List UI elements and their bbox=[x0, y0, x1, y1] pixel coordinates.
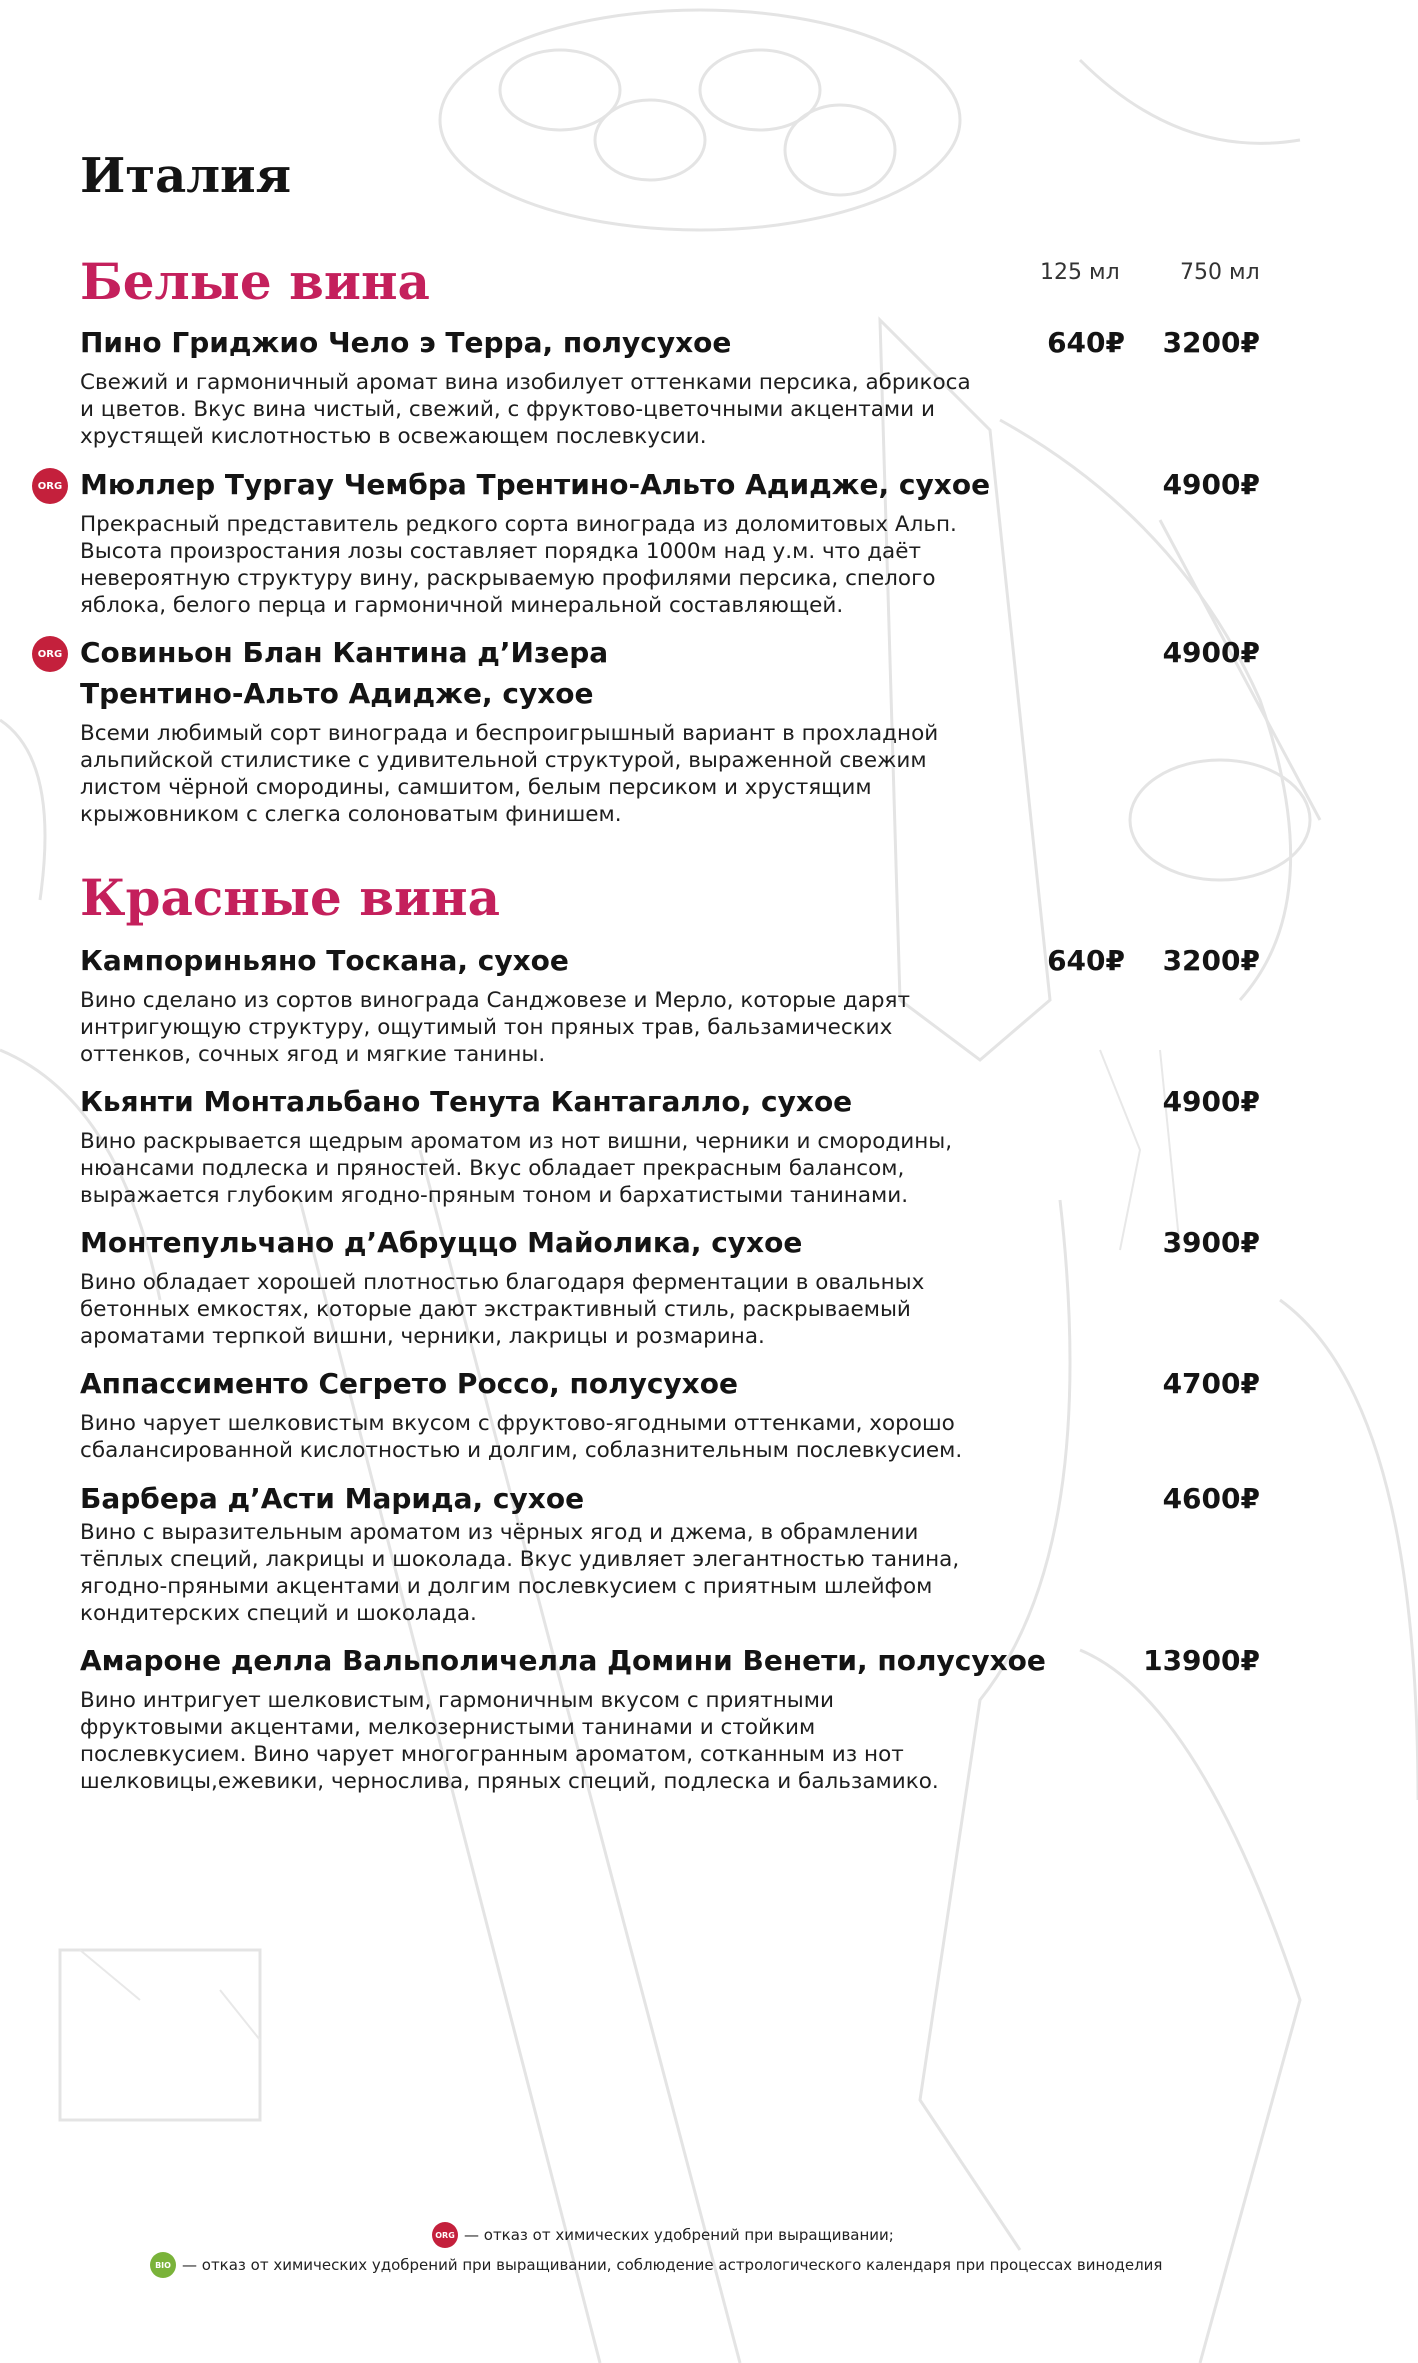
wine-name: Мюллер Тургау Чембра Трентино-Альто Адидже, сухое bbox=[80, 468, 991, 501]
legend-org-row bbox=[432, 2222, 894, 2248]
wine-item bbox=[37, 632, 1260, 828]
wine-name: Кьянти Монтальбано Тенута Кантагалло, сухое bbox=[80, 1085, 853, 1118]
wine-description: Всеми любимый сорт винограда и беспроигрышный вариант в прохладной альпийской стилистике с удивительной структурой, выраженной свежим листом чёрной смородины, самшитом, белым персиком и хрустящим крыжовником с слегка солоноватым финишем. bbox=[80, 721, 939, 827]
price-750ml: 4900₽ bbox=[1162, 636, 1260, 669]
wine-description: Вино интригует шелковистым, гармоничным вкусом с приятными фруктовыми акцентами, мелкозернистыми танинами и стойким послевкусием. Вино чарует многогранным ароматом, сотканным из нот шелковицы,ежевики, чернослива, пряных специй, подлеска и бальзамико. bbox=[80, 1688, 939, 1794]
wine-item bbox=[80, 940, 1260, 1068]
price-750ml: 3900₽ bbox=[1162, 1226, 1260, 1259]
red-wines-heading: Красные вина bbox=[80, 868, 501, 927]
wine-item bbox=[80, 1363, 1260, 1464]
wine-name: Монтепульчано д’Абруццо Майолика, сухое bbox=[80, 1226, 803, 1259]
wine-item bbox=[80, 322, 1260, 450]
org-badge-icon: ORG bbox=[432, 2222, 458, 2248]
price-750ml: 4900₽ bbox=[1162, 468, 1260, 501]
org-badge-icon: ORG bbox=[32, 468, 68, 504]
price-125ml: 640₽ bbox=[1047, 326, 1125, 359]
wine-name-line2: Трентино-Альто Адидже, сухое bbox=[80, 677, 594, 710]
column-125ml: 125 мл bbox=[1040, 260, 1120, 285]
wine-description: Прекрасный представитель редкого сорта винограда из доломитовых Альп. Высота произростания лозы составляет порядка 1000м над у.м. что даёт невероятную структуру вину, раскрываемую профилями персика, спелого яблока, белого перца и гармоничной минеральной составляющей. bbox=[80, 512, 957, 618]
wine-name: Амароне делла Вальполичелла Домини Венети, полусухое bbox=[80, 1644, 1046, 1677]
wine-name: Кампориньяно Тоскана, сухое bbox=[80, 944, 569, 977]
column-750ml: 750 мл bbox=[1180, 260, 1260, 285]
wine-name: Барбера д’Асти Марида, сухое bbox=[80, 1482, 585, 1515]
price-750ml: 4600₽ bbox=[1162, 1482, 1260, 1515]
country-heading: Италия bbox=[80, 148, 292, 204]
price-750ml: 4900₽ bbox=[1162, 1085, 1260, 1118]
price-750ml: 3200₽ bbox=[1162, 944, 1260, 977]
wine-item bbox=[80, 1478, 1260, 1627]
wine-item bbox=[37, 464, 1260, 619]
wine-name: Пино Гриджио Чело э Терра, полусухое bbox=[80, 326, 732, 359]
legend-bio-row bbox=[150, 2252, 1162, 2278]
wine-item bbox=[80, 1081, 1260, 1209]
price-750ml: 4700₽ bbox=[1162, 1367, 1260, 1400]
org-badge-icon: ORG bbox=[32, 636, 68, 672]
wine-item bbox=[80, 1640, 1260, 1795]
wine-description: Вино сделано из сортов винограда Санджовезе и Мерло, которые дарят интригующую структуру, ощутимый тон пряных трав, бальзамических оттенков, сочных ягод и мягкие танины. bbox=[80, 988, 911, 1067]
legend-org-text: — отказ от химических удобрений при выращивании; bbox=[464, 2226, 894, 2244]
price-750ml: 3200₽ bbox=[1162, 326, 1260, 359]
price-125ml: 640₽ bbox=[1047, 944, 1125, 977]
wine-description: Вино чарует шелковистым вкусом с фруктово-ягодными оттенками, хорошо сбалансированной кислотностью и долгим, соблазнительным послевкусием. bbox=[80, 1411, 963, 1463]
wine-description: Свежий и гармоничный аромат вина изобилует оттенками персика, абрикоса и цветов. Вкус вина чистый, свежий, с фруктово-цветочными акцентами и хрустящей кислотностью в освежающем послевкусии. bbox=[80, 370, 971, 449]
wine-name: Совиньон Блан Кантина д’Изера bbox=[80, 636, 609, 669]
bio-badge-icon: BIO bbox=[150, 2252, 176, 2278]
wine-description: Вино раскрывается щедрым ароматом из нот вишни, черники и смородины, нюансами подлеска и пряностей. Вкус обладает прекрасным балансом, выражается глубоким ягодно-пряным тоном и бархатистыми танинами. bbox=[80, 1129, 953, 1208]
wine-item bbox=[80, 1222, 1260, 1350]
price-750ml: 13900₽ bbox=[1143, 1644, 1260, 1677]
white-wines-heading: Белые вина bbox=[80, 252, 430, 311]
wine-description: Вино обладает хорошей плотностью благодаря ферментации в овальных бетонных емкостях, которые дают экстрактивный стиль, раскрываемый ароматами терпкой вишни, черники, лакрицы и розмарина. bbox=[80, 1270, 925, 1349]
wine-name: Аппассименто Сегрето Россо, полусухое bbox=[80, 1367, 738, 1400]
legend-bio-text: — отказ от химических удобрений при выращивании, соблюдение астрологического календаря при процессах виноделия bbox=[182, 2256, 1163, 2274]
wine-description: Вино с выразительным ароматом из чёрных ягод и джема, в обрамлении тёплых специй, лакрицы и шоколада. Вкус удивляет элегантностью танина, ягодно-пряными акцентами и долгим послевкусием с приятным шлейфом кондитерских специй и шоколада. bbox=[80, 1520, 960, 1626]
